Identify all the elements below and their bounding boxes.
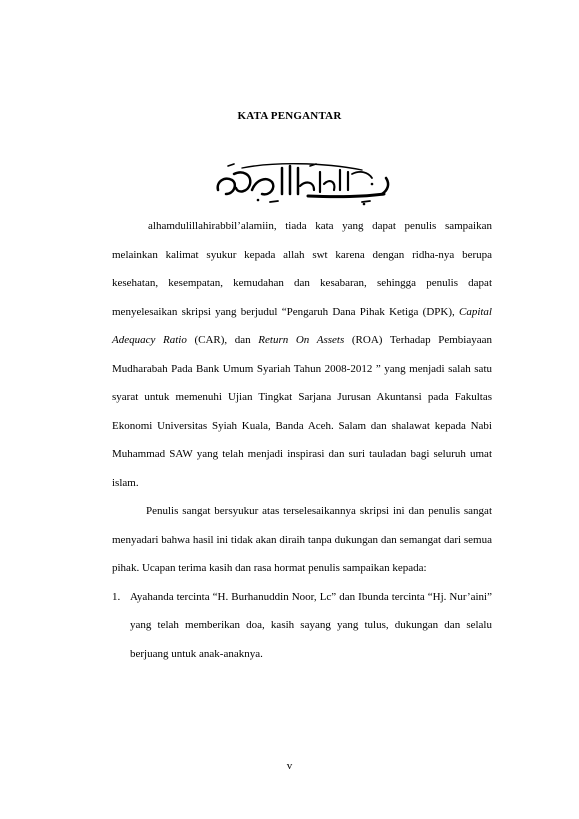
body-text — [112, 212, 492, 668]
gratitude-paragraph: Penulis sangat bersyukur atas terselesaikannya skripsi ini dan penulis sangat menyadari bahwa hasil ini tidak akan diraih tanpa dukungan dan semangat dari semua pihak. Ucapan terima kasih dan rasa hormat penulis sampaikan kepada: — [112, 505, 492, 574]
list-item-number: 1. — [112, 590, 121, 603]
car-term: Capital Adequacy Ratio — [112, 305, 492, 346]
roa-term: Return On Assets — [258, 334, 345, 346]
page-title: KATA PENGANTAR — [237, 110, 342, 122]
list-item — [112, 583, 492, 669]
para1-text-b: (CAR), dan — [186, 334, 259, 346]
opening-paragraph — [112, 212, 492, 497]
para1-text-a: alhamdulillahirabbil’alamiin, tiada kata yang dapat penulis sampaikan melainkan kalimat syukur kepada allah swt karena dengan ridha-nya berupa kesehatan, kesempatan, kemudahan dan kesabaran, sehingga penulis dapat menyelesaikan skripsi yang berjudul “Pengaruh Dana Pihak Ketiga (DPK), — [112, 220, 492, 318]
basmala-calligraphy-icon — [212, 160, 396, 208]
list-item-text: Ayahanda tercinta “H. Burhanuddin Noor, Lc” dan Ibunda tercinta “Hj. Nur’aini” yang telah memberikan doa, kasih sayang yang tulus, dukungan dan selalu berjuang untuk anak-anaknya. — [130, 590, 492, 660]
para1-text-c: (ROA) Terhadap Pembiayaan Mudharabah Pada Bank Umum Syariah Tahun 2008-2012 ” yang menjadi salah satu syarat untuk memenuhi Ujian Tingkat Sarjana Jurusan Akuntansi pada Fakultas Ekonomi Universitas Syiah Kuala, Banda Aceh. Salam dan shalawat kepada Nabi Muhammad SAW yang telah menjadi inspirasi dan suri tauladan bagi seluruh umat islam. — [112, 334, 493, 489]
page-number: v — [286, 760, 293, 772]
acknowledgement-list — [112, 583, 492, 669]
